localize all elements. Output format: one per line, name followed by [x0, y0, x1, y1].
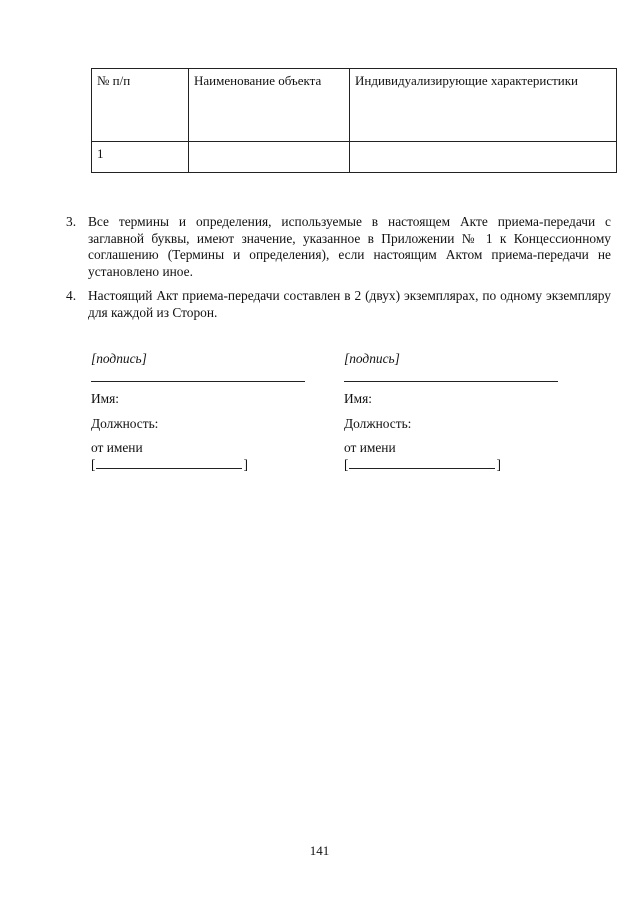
party-name-blank[interactable] — [349, 456, 495, 469]
clause-number: 3. — [66, 214, 77, 229]
clause-4 — [66, 288, 611, 321]
table-cell-number: 1 — [92, 142, 189, 173]
signature-placeholder: [подпись] — [344, 351, 400, 366]
bracket-open: [ — [91, 457, 96, 472]
clause-text: Настоящий Акт приема-передачи составлен в 2 (двух) экземплярах, по одному экземпляру для каждой из Сторон. — [88, 288, 611, 320]
signature-block-left — [91, 351, 311, 472]
table-cell-object-name — [189, 142, 350, 173]
position-label: Должность: — [91, 416, 159, 431]
table-header-row — [92, 69, 617, 142]
table-header-cell-object-name: Наименование объекта — [189, 69, 350, 142]
clause-number: 4. — [66, 288, 77, 303]
table-header-cell-number: № п/п — [92, 69, 189, 142]
behalf-label: от имени — [91, 440, 143, 455]
clause-text: Все термины и определения, используемые в настоящем Акте приема-передачи с заглавной буквы, имеют значение, указанное в Приложении № 1 к Концессионному соглашению (Термины и определения), если настоящим Актом приема-передачи не установлено иное. — [88, 214, 611, 279]
party-name-field[interactable] — [344, 456, 564, 472]
party-name-blank[interactable] — [96, 456, 242, 469]
bracket-close: ] — [243, 457, 248, 472]
behalf-label: от имени — [344, 440, 396, 455]
page-number: 141 — [309, 843, 330, 858]
position-label: Должность: — [344, 416, 412, 431]
bracket-open: [ — [344, 457, 349, 472]
signature-line[interactable] — [91, 381, 305, 382]
party-name-field[interactable] — [91, 456, 311, 472]
signature-line[interactable] — [344, 381, 558, 382]
objects-table — [91, 68, 617, 173]
table-row — [92, 142, 617, 173]
name-label: Имя: — [344, 391, 373, 406]
bracket-close: ] — [496, 457, 501, 472]
clause-3 — [66, 214, 611, 280]
name-label: Имя: — [91, 391, 120, 406]
signature-placeholder: [подпись] — [91, 351, 147, 366]
table-header-cell-characteristics: Индивидуализирующие характеристики — [350, 69, 617, 142]
table-cell-characteristics — [350, 142, 617, 173]
signature-block-right — [344, 351, 564, 472]
